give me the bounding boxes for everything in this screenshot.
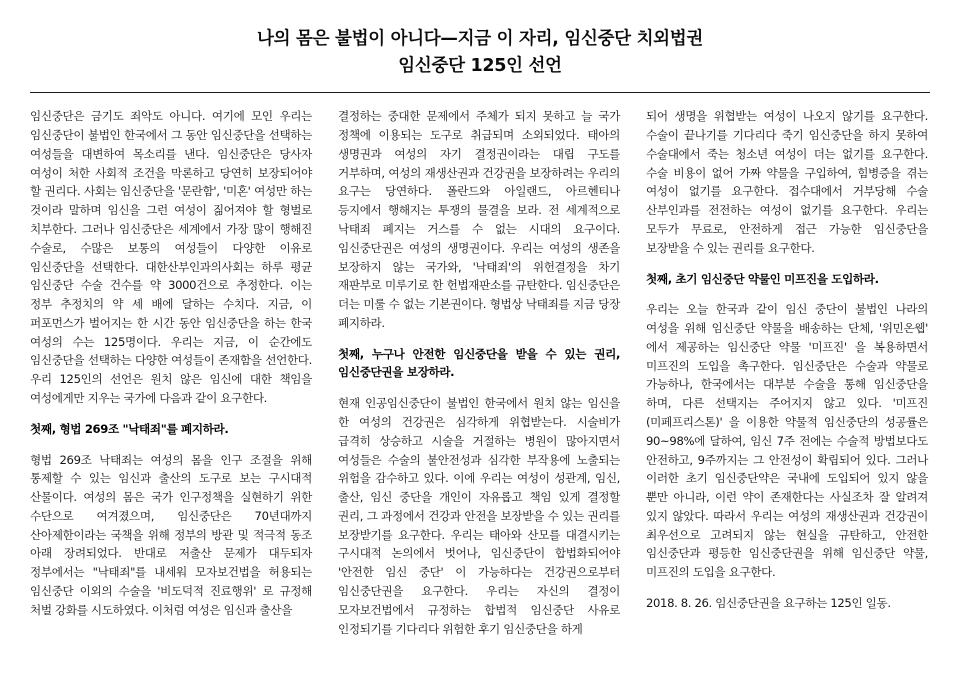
paragraph-heading: 첫째, 형법 269조 "낙태죄"를 폐지하라. [30,421,229,436]
page-title-line-1: 나의 몸은 불법이 아니다—지금 이 자리, 임신중단 치외법권 [256,29,703,49]
signature-line: 2018. 8. 26. 임신중단권을 요구하는 125인 일동. [646,596,891,610]
page-title-line-2: 임신중단 125인 선언 [398,56,562,77]
paragraph: 되어 생명을 위협받는 여성이 나오지 않기를 요구한다. 수술이 끝나기를 기다리다 죽기 임신중단을 하지 못하여 수술대에서 죽는 청소년 여성이 더는 없기를 요구한다. 수술 비용이 없어 가짜 약물을 구입하여, 힘병증을 겪는 여성이 없기를 요구한다. 접수대에서 거부당해 수술 산부인과를 전전하는 여성이 없기를 요구한다. 우리는 모두가 무료로, 안전하게 접근 가능한 임신중단을 보장받을 수 있는 권리를 요구한다. [646,109,928,255]
paragraph: 현재 인공임신중단이 불법인 한국에서 원치 않는 임신을 한 여성의 건강권은 심각하게 위협받는다. 시술비가 급격히 상승하고 시술을 거절하는 병원이 많아지면서 여성들은 수술의 불안전성과 심각한 부작용에 노출되는 위험을 감수하고 있다. 이에 우리는 여성이 성관계, 임신, 출산, 임신 중단을 개인이 자유롭고 책임 있게 결정할 권리, 그 과정에서 건강과 안전을 보장받을 수 있는 권리를 보장받기를 요구한다. 우리는 태아와 산모를 대결시키는 구시대적 논의에서 벗어나, 임신중단이 합법화되어야 '안전한 임신 중단' 이 가능하다는 건강권으로부터 임신중단권을 요구한다. 우리는 자신의 결정이 모자보건법에서 규정하는 합법적 임신중단 사유로 인정되기를 기다리다 위험한 후기 임신중단을 하게 [338,396,620,636]
header-divider [30,92,930,93]
paragraph-heading: 첫째, 초기 임신중단 약물인 미프진을 도입하라. [646,271,879,286]
text-column-1 [30,107,312,619]
paragraph: 결정하는 중대한 문제에서 주체가 되지 못하고 늘 국가 정책에 이용되는 도구로 취급되며 소외되었다. 태아의 생명권과 여성의 자기 결정권이라는 대립 구도를 거부하며, 여성의 재생산권과 건강권을 보장하려는 우리의 요구는 당연하다. 폴란드와 아일랜드, 아르헨티나 등지에서 행해지는 투쟁의 물결을 보라. 전 세계적으로 낙태죄 폐지는 거스를 수 없는 시대의 요구이다. 임신중단권은 여성의 생명권이다. 우리는 여성의 생존을 보장하지 않는 국가와, '낙태죄'의 위헌결정을 차기 재판부로 미루기로 한 헌법재판소를 규탄한다. 임신중단은 더는 미룰 수 없는 기본권이다. 형법상 낙태죄를 지금 당장 폐지하라. [338,109,620,330]
paragraph: 우리는 오늘 한국과 같이 임신 중단이 불법인 나라의 여성을 위해 임신중단 약물을 배송하는 단체, '위민온웹' 에서 제공하는 임신중단 약물 '미프진' 을 복용하면서 미프진의 도입을 촉구한다. 임신중단은 수술과 약물로 가능하나, 한국에서는 대부분 수술을 통해 임신중단을 하며, 다른 선택지는 주어지지 않고 있다. '미프진(미페프리스톤)' 을 이용한 약물적 임신중단의 성공률은 90~98%에 달하여, 임신 7주 전에는 수술적 방법보다도 안전하고, 9주까지는 그 안전성이 확립되어 있다. 그러나 이러한 초기 임신중단약은 국내에 도입되어 있지 않을 뿐만 아니라, 이런 약이 존재한다는 사실조차 잘 알려져 있지 않았다. 따라서 우리는 여성의 재생산권과 건강권이 최우선으로 고려되지 않는 현실을 규탄하고, 안전한 임신중단과 평등한 임신중단권을 위해 임신중단 약물, 미프진의 도입을 요구한다. [646,302,928,580]
paragraph: 임신중단은 금기도 죄악도 아니다. 여기에 모인 우리는 임신중단이 불법인 한국에서 그 동안 임신중단을 선택하는 여성들을 대변하여 목소리를 낸다. 임신중단은 당사자 여성이 처한 사회적 조건을 막론하고 당연히 보장되어야 할 권리다. 사회는 임신중단을 '문란함', '미혼' 여성만 하는 것이라 말하며 임신을 그런 여성이 짊어져야 할 형벌로 치부한다. 그러나 임신중단은 세계에서 가장 많이 행해진 수술로, 수많은 보통의 여성들이 다양한 이유로 임신중단을 선택한다. 대한산부인과의사회는 하루 평균 임신중단 수술 건수를 약 3000건으로 추정한다. 이는 정부 추정치의 약 세 배에 달하는 수치다. 지금, 이 퍼포먼스가 벌어지는 한 시간 동안 임신중단을 하는 한국 여성의 수는 125명이다. 우리는 지금, 이 순간에도 임신중단을 선택하는 다양한 여성들이 존재함을 선언한다. 우리 125인의 선언은 원치 않은 임신에 대한 책임을 여성에게만 지우는 국가에 다음과 같이 요구한다. [30,109,312,405]
text-column-3 [646,107,928,613]
column-container [30,107,930,638]
paragraph-heading: 첫째, 누구나 안전한 임신중단을 받을 수 있는 권리, 임신중단권을 보장하라. [338,346,620,380]
document-header [30,26,930,80]
paragraph: 형법 269조 낙태죄는 여성의 몸을 인구 조절을 위해 통제할 수 있는 임신과 출산의 도구로 보는 구시대적 산물이다. 여성의 몸은 국가 인구정책을 실현하기 위한 수단으로 여겨졌으며, 임신중단은 70년대까지 산아제한이라는 국책을 위해 정부의 방관 및 적극적 동조 아래 장려되었다. 반대로 저출산 문제가 대두되자 정부에서는 "낙태죄"를 내세워 모자보건법을 허용되는 임신중단 이외의 수술을 '비도덕적 진료행위' 로 규정해 처벌 강화를 시도하였다. 이처럼 여성은 임신과 출산을 [30,452,312,617]
text-column-2 [338,107,620,638]
